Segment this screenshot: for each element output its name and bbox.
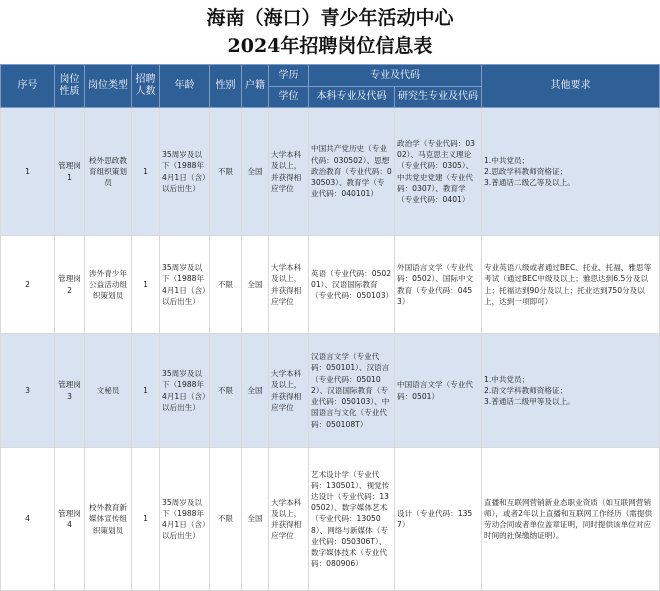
cell-age: 35周岁及以下（1988年4月1日（含）以后出生）	[160, 236, 210, 334]
cell-seq: 3	[1, 334, 55, 448]
header-age: 年龄	[160, 65, 210, 108]
header-count: 招聘人数	[132, 65, 160, 108]
cell-gender: 不限	[210, 334, 242, 448]
job-table	[0, 64, 660, 591]
cell-other: 专业英语八级或者通过BEC、托业、托福、雅思等考试（通过BEC中级及以上；雅思达到6.5分及以上；托福达到90分及以上；托业达到750分及以上，达到一项即可）	[482, 236, 660, 334]
cell-category: 校外教育新媒体宣传组织策划员	[85, 448, 132, 591]
header-postgrad: 研究生专业及代码	[395, 87, 482, 108]
cell-count: 1	[132, 334, 160, 448]
page-title: 海南（海口）青少年活动中心	[206, 7, 454, 29]
cell-education: 大学本科及以上，并获得相应学位	[269, 236, 309, 334]
title-area	[0, 0, 660, 64]
table-row	[1, 448, 660, 591]
header-category: 岗位类型	[85, 65, 132, 108]
table-row	[1, 334, 660, 448]
cell-education: 大学本科及以上，并获得相应学位	[269, 108, 309, 236]
header-seq: 序号	[1, 65, 55, 108]
cell-age: 35周岁及以下（1988年4月1日（含）以后出生）	[160, 448, 210, 591]
cell-category: 涉外青少年公益活动组织策划员	[85, 236, 132, 334]
cell-seq: 2	[1, 236, 55, 334]
cell-nature: 管理岗2	[55, 236, 85, 334]
cell-other: 1.中共党员； 2.思政学科教师资格证； 3.普通话二级乙等及以上。	[482, 108, 660, 236]
cell-postgrad: 设计（专业代码：1357）	[395, 448, 482, 591]
cell-hukou: 全国	[242, 448, 269, 591]
cell-hukou: 全国	[242, 334, 269, 448]
cell-other: 直播和互联网营销新业态职业资质（如互联网营销师），或者2年以上直播和互联网工作经历（需提供劳动合同或者单位盖章证明，同时提供该单位对应时间的社保缴纳证明）。	[482, 448, 660, 591]
cell-gender: 不限	[210, 236, 242, 334]
cell-postgrad: 政治学（专业代码：0302）、马克思主义理论（专业代码：0305）、中共党史党建（专业代码：0307）、教育学（专业代码：0401）	[395, 108, 482, 236]
cell-nature: 管理岗4	[55, 448, 85, 591]
table-row	[1, 108, 660, 236]
cell-other: 1.中共党员； 2.语文学科教师资格证； 3.普通话二级甲等及以上。	[482, 334, 660, 448]
cell-age: 35周岁及以下（1988年4月1日（含）以后出生）	[160, 334, 210, 448]
cell-undergrad: 汉语言文学（专业代码：050101）、汉语言（专业代码：050102）、汉语国际教育（专业代码：050103）、中国语言与文化（专业代码：050108T）	[309, 334, 395, 448]
cell-hukou: 全国	[242, 108, 269, 236]
cell-education: 大学本科及以上，并获得相应学位	[269, 334, 309, 448]
cell-gender: 不限	[210, 448, 242, 591]
cell-postgrad: 中国语言文学（专业代码：0501）	[395, 334, 482, 448]
cell-seq: 4	[1, 448, 55, 591]
cell-postgrad: 外国语言文学（专业代码：0502）、国际中文教育（专业代码：0453）	[395, 236, 482, 334]
header-nature: 岗位性质	[55, 65, 85, 108]
header-education: 学历	[269, 65, 309, 87]
cell-count: 1	[132, 448, 160, 591]
header-degree: 学位	[269, 87, 309, 108]
cell-seq: 1	[1, 108, 55, 236]
header-gender: 性别	[210, 65, 242, 108]
page-subtitle: 2024年招聘岗位信息表	[227, 35, 433, 57]
cell-undergrad: 英语（专业代码：050201）、汉语国际教育（专业代码：050103）	[309, 236, 395, 334]
cell-hukou: 全国	[242, 236, 269, 334]
header-major-group: 专业及代码	[309, 65, 482, 87]
table-row	[1, 236, 660, 334]
header-hukou: 户籍	[242, 65, 269, 108]
cell-age: 35周岁及以下（1988年4月1日（含）以后出生）	[160, 108, 210, 236]
cell-category: 文秘员	[85, 334, 132, 448]
cell-count: 1	[132, 236, 160, 334]
cell-count: 1	[132, 108, 160, 236]
cell-education: 大学本科及以上，并获得相应学位	[269, 448, 309, 591]
cell-undergrad: 中国共产党历史（专业代码：030502）、思想政治教育（专业代码：030503）、教育学（专业代码：040101）	[309, 108, 395, 236]
cell-undergrad: 艺术设计学（专业代码：130501）、视觉传达设计（专业代码：130502）、数字媒体艺术（专业代码：130508）、网络与新媒体（专业代码：050306T）、数字媒体技术（专业代码：080906）	[309, 448, 395, 591]
header-undergrad: 本科专业及代码	[309, 87, 395, 108]
cell-category: 校外思政教育组织策划员	[85, 108, 132, 236]
cell-nature: 管理岗3	[55, 334, 85, 448]
header-other: 其他要求	[482, 65, 660, 108]
cell-nature: 管理岗1	[55, 108, 85, 236]
cell-gender: 不限	[210, 108, 242, 236]
